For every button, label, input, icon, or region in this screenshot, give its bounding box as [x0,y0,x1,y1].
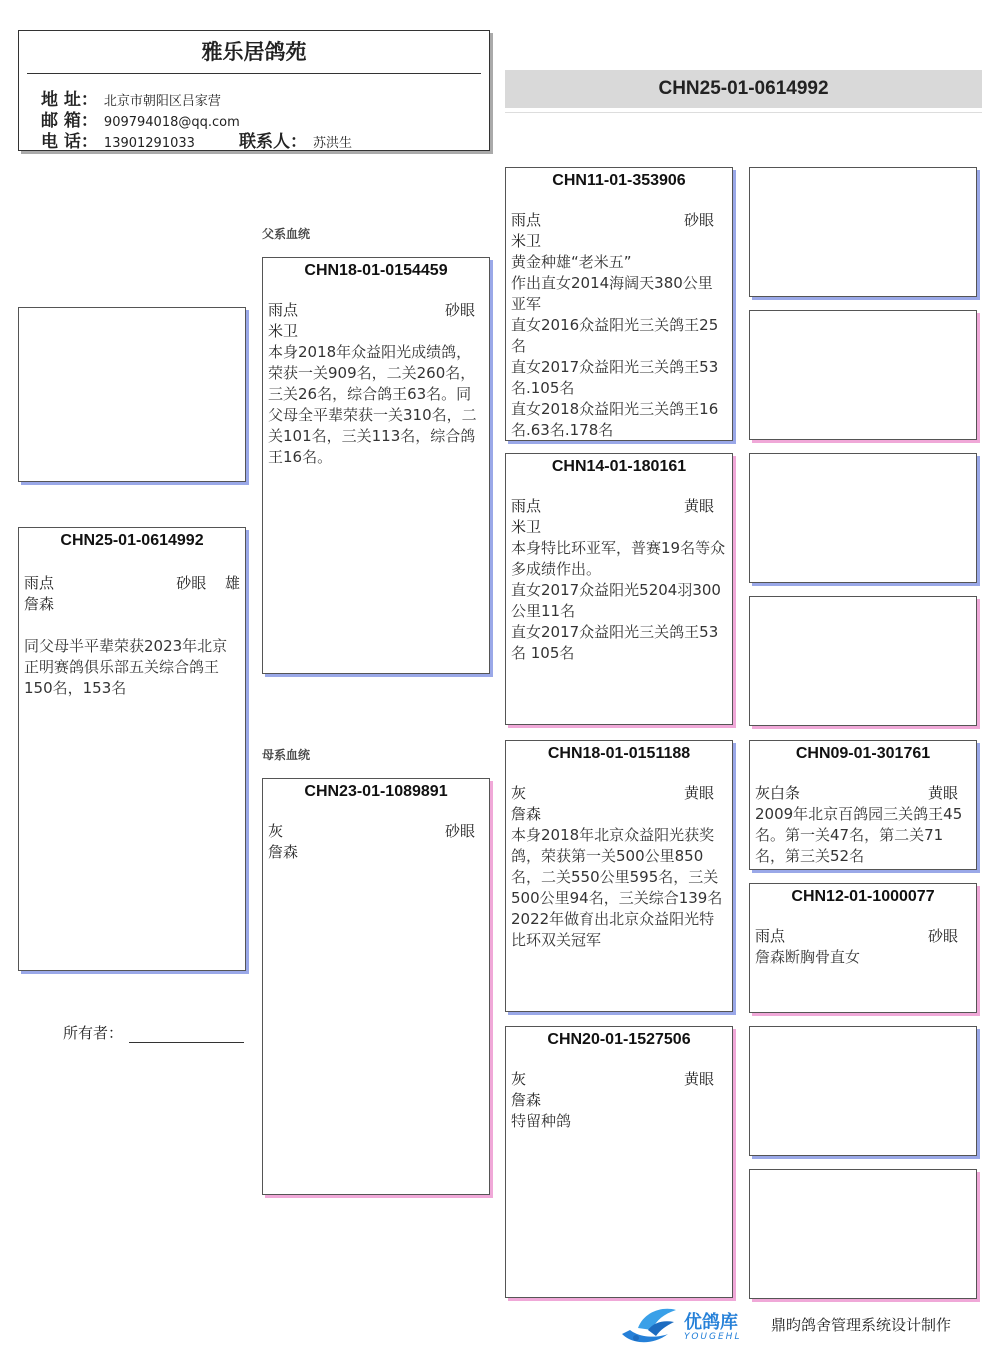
logo-text: 优鸽库 [684,1312,738,1333]
owner-blank-line [129,1026,244,1043]
sire-dam-card [505,453,733,725]
sire-attributes [263,300,489,321]
dam-dam-eye: 黄眼 [683,1070,714,1088]
sire-sire-description: 黄金种雄“老米五” 作出直女2014海阔天380公里亚军 直女2016众益阳光三关鸽王25名 直女2017众益阳光三关鸽王53名.105名 直女2018众益阳光三关鸽王16名.63名.178名 [511,253,719,439]
sire-dam-attributes [506,496,732,517]
photo-placeholder [18,307,246,482]
contact-value: 苏洪生 [313,136,353,151]
sire-description: 本身2018年众益阳光成绩鸽，荣获一关909名，二关260名，三关26名，综合鸽王63名。同父母全平辈荣获一关310名，二关101名，三关113名，综合鸽王16名。 [268,343,477,466]
brand-logo [618,1304,758,1350]
subject-strain: 詹森 [24,595,55,613]
gen4-dsd-color: 雨点 [755,927,786,945]
gen4-slot-4 [749,596,977,726]
sire-sire-eye: 砂眼 [683,211,714,229]
dam-strain: 詹森 [268,843,299,861]
email-value: 909794018@qq.com [103,115,240,130]
gen4-slot-7 [749,1026,977,1156]
gen4-dsd-ring: CHN12-01-1000077 [791,888,935,905]
dam-line-label: 母系血统 [262,748,311,762]
dam-dam-card [505,1026,733,1298]
gen4-dss-ring: CHN09-01-301761 [795,745,931,762]
dam-attributes [263,821,489,842]
pigeon-logo-icon [618,1304,680,1348]
dam-sire-description: 本身2018年北京众益阳光获奖鸽，荣获第一关500公里850名，二关550公里595名，三关500公里94名，三关综合139名2022年做育出北京众益阳光特比环双关冠军 [511,826,723,949]
dam-color: 灰 [268,822,284,840]
sire-sire-strain: 米卫 [511,232,542,250]
dam-eye: 砂眼 [444,822,475,840]
logo-subtext: YOUGEHL [684,1332,742,1342]
gen4-dss-color: 灰白条 [755,784,801,802]
phone-label: 电 话： [41,132,98,152]
gen4-dam-sire-sire-card [749,740,977,870]
dam-sire-color: 灰 [511,784,527,802]
gen4-dsd-eye: 砂眼 [927,927,958,945]
gen4-dss-eye: 黄眼 [927,784,958,802]
dam-sire-eye: 黄眼 [683,784,714,802]
owner-label: 所有者： [63,1024,124,1042]
sire-ring: CHN18-01-0154459 [304,262,448,279]
dam-sire-strain: 詹森 [511,805,542,823]
gen4-slot-8 [749,1169,977,1299]
address-label: 地 址： [41,90,98,110]
email-label: 邮 箱： [41,111,98,131]
dam-card [262,778,490,1195]
subject-eye: 砂眼 [176,574,207,592]
gen4-dss-description: 2009年北京百鸽园三关鸽王45名。第一关47名，第二关71名，第三关52名 [755,805,963,865]
sire-card [262,257,490,674]
subject-ring-banner: CHN25-01-0614992 [505,70,982,108]
sire-dam-description: 本身特比环亚军，普赛19名等众多成绩作出。 直女2017众益阳光5204羽300公里11名 直女2017众益阳光三关鸽王53名 105名 [511,539,726,662]
dam-dam-description: 特留种鸽 [511,1112,572,1130]
gen4-dsd-attributes [750,926,976,947]
gen4-slot-1 [749,167,977,297]
sire-dam-eye: 黄眼 [683,497,714,515]
owner-field [63,1022,244,1043]
gen4-slot-2 [749,310,977,440]
subject-description: 同父母半平辈荣获2023年北京正明赛鸽俱乐部五关综合鸽王150名，153名 [24,637,228,697]
sire-line-label: 父系血统 [262,227,311,241]
dam-sire-ring: CHN18-01-0151188 [547,745,691,762]
dam-sire-card [505,740,733,1012]
dam-sire-attributes [506,783,732,804]
sire-eye: 砂眼 [444,301,475,319]
gen4-dsd-description: 詹森断胸骨直女 [755,948,861,966]
subject-attributes [19,573,245,594]
dam-dam-strain: 詹森 [511,1091,542,1109]
sire-color: 雨点 [268,301,299,319]
sire-dam-strain: 米卫 [511,518,542,536]
gen4-slot-3 [749,453,977,583]
kennel-info-box [18,30,490,151]
dam-dam-color: 灰 [511,1070,527,1088]
dam-ring: CHN23-01-1089891 [304,783,448,800]
sire-dam-color: 雨点 [511,497,542,515]
address-value: 北京市朝阳区吕家营 [103,94,221,109]
sire-sire-ring: CHN11-01-353906 [552,172,686,189]
dam-dam-ring: CHN20-01-1527506 [547,1031,691,1048]
subject-card [18,527,246,971]
header-divider [27,73,481,74]
footer-credit: 鼎昀鸽舍管理系统设计制作 [771,1316,952,1334]
contact-label: 联系人： [239,132,308,152]
subject-ring: CHN25-01-0614992 [60,532,204,549]
sire-sire-attributes [506,210,732,231]
phone-value: 13901291033 [103,136,195,151]
gen4-dss-attributes [750,783,976,804]
sire-sire-card [505,167,733,441]
sire-dam-ring: CHN14-01-180161 [551,458,687,475]
subject-sex: 雄 [224,574,240,592]
subject-color: 雨点 [24,574,55,592]
gen4-dam-sire-dam-card [749,883,977,1013]
dam-dam-attributes [506,1069,732,1090]
sire-strain: 米卫 [268,322,299,340]
phone-row [41,127,352,152]
sire-sire-color: 雨点 [511,211,542,229]
kennel-name: 雅乐居鸽苑 [201,40,307,64]
banner-divider [505,112,982,113]
